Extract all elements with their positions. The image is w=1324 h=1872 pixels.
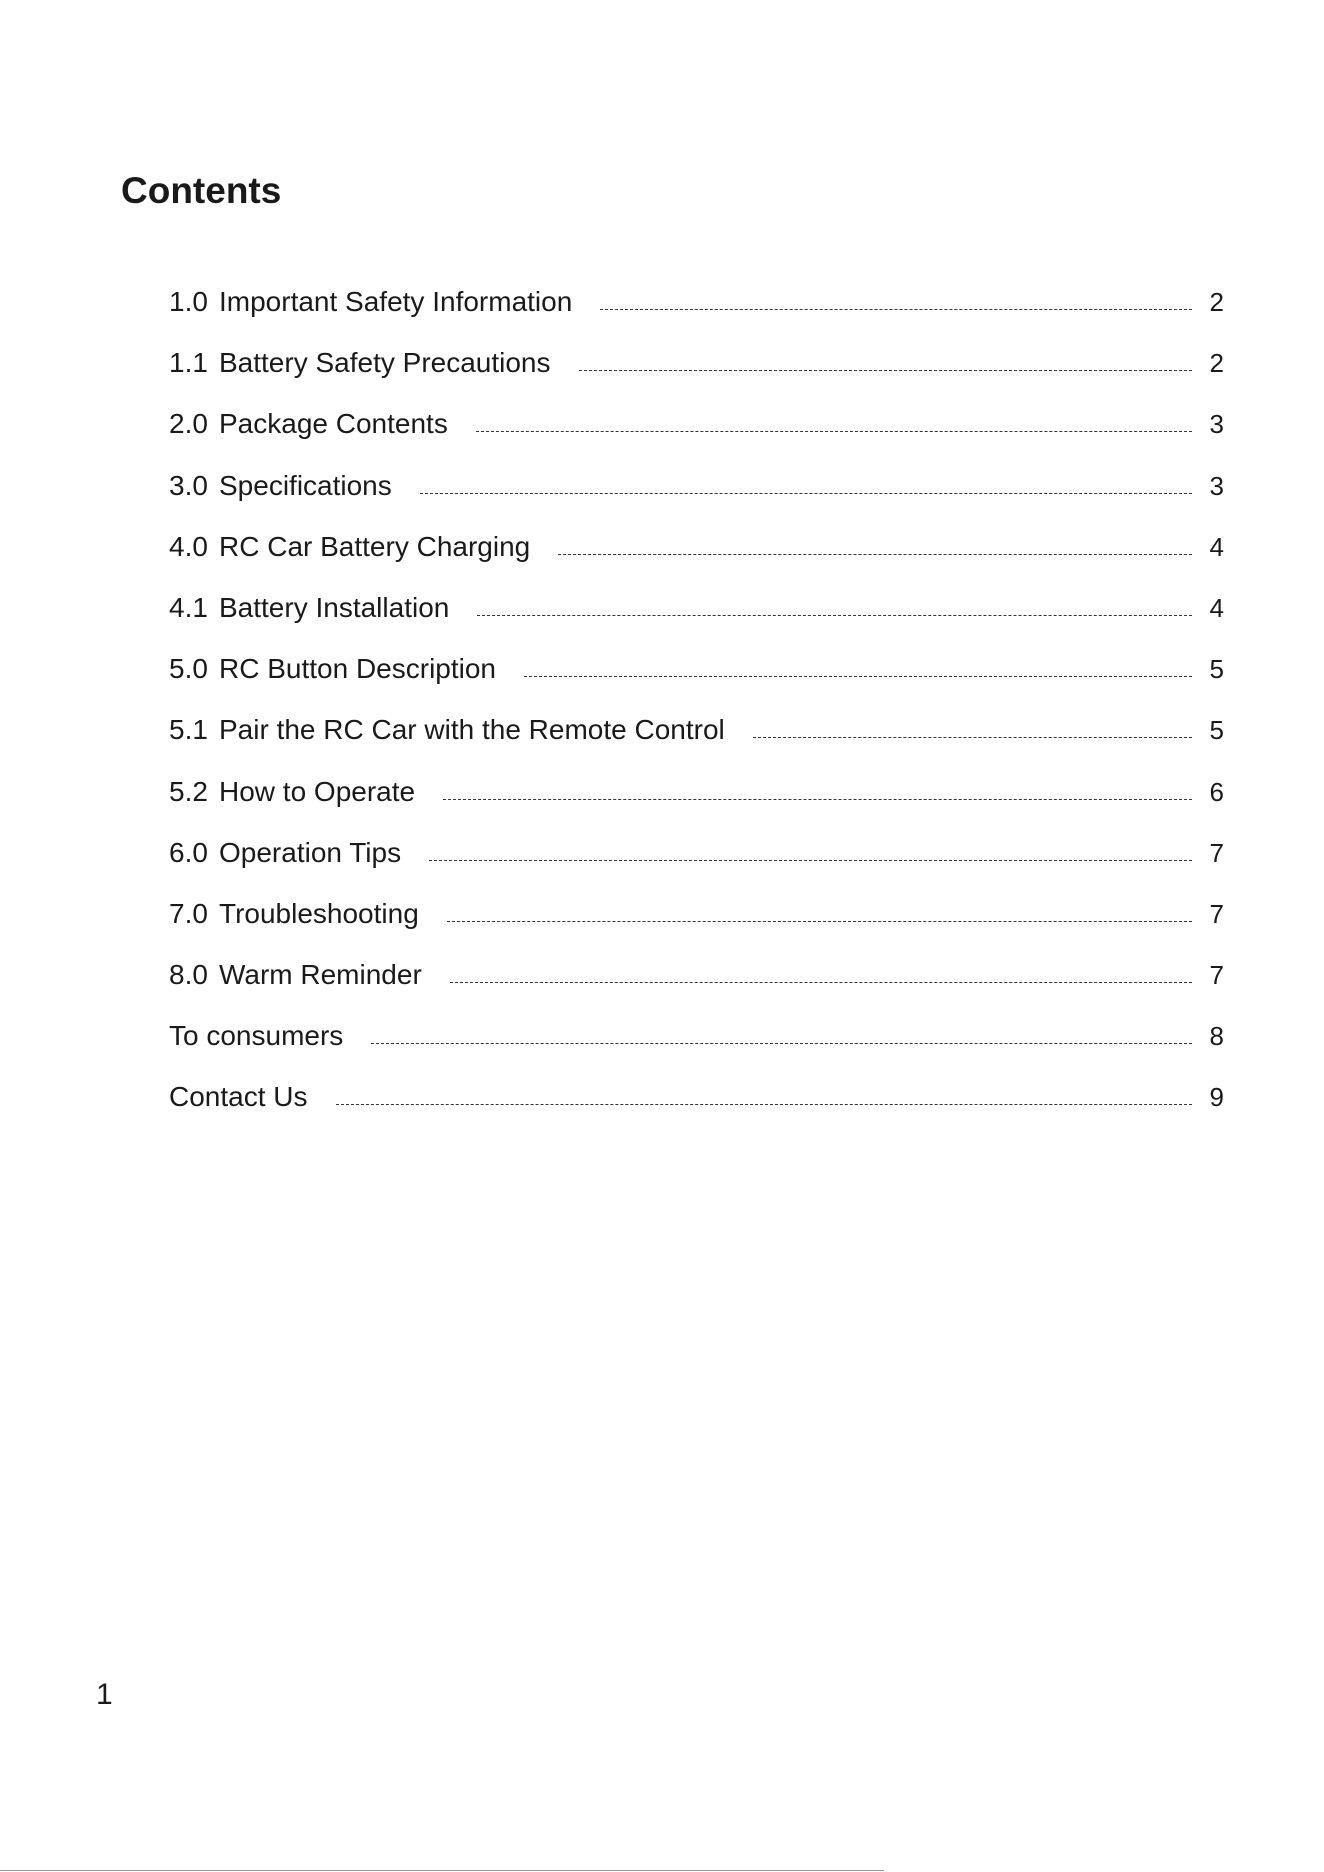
toc-entry-to-consumers[interactable] bbox=[169, 1022, 1224, 1083]
toc-entry-page[interactable]: 4 bbox=[1209, 592, 1224, 623]
toc-entry-number: 6.0 bbox=[169, 836, 208, 868]
toc-entry-page[interactable]: 8 bbox=[1209, 1021, 1224, 1052]
table-of-contents bbox=[169, 288, 1224, 1145]
toc-entry-title[interactable]: Warm Reminder bbox=[219, 959, 422, 991]
toc-entry-title[interactable]: Battery Safety Precautions bbox=[219, 347, 551, 379]
toc-entry-1-1[interactable] bbox=[169, 349, 1224, 410]
toc-entry-title[interactable]: Troubleshooting bbox=[219, 897, 419, 929]
toc-entry-title[interactable]: Contact Us bbox=[169, 1081, 308, 1113]
toc-entry-2-0[interactable] bbox=[169, 410, 1224, 471]
toc-dot-leader bbox=[447, 920, 1192, 922]
toc-entry-number: 1.1 bbox=[169, 347, 208, 379]
toc-entry-number: 1.0 bbox=[169, 286, 208, 317]
toc-entry-number: 2.0 bbox=[169, 408, 208, 440]
toc-entry-title[interactable]: Battery Installation bbox=[219, 591, 450, 623]
toc-entry-contact-us[interactable] bbox=[169, 1083, 1224, 1144]
toc-entry-4-1[interactable] bbox=[169, 591, 1224, 655]
toc-entry-page[interactable]: 7 bbox=[1209, 960, 1224, 991]
toc-entry-number: 5.1 bbox=[169, 714, 208, 746]
toc-dot-leader bbox=[420, 492, 1192, 494]
page-number: 1 bbox=[96, 1678, 113, 1711]
toc-dot-leader bbox=[558, 553, 1192, 555]
toc-entry-number: 4.0 bbox=[169, 530, 208, 562]
toc-entry-page[interactable]: 5 bbox=[1209, 654, 1224, 685]
toc-dot-leader bbox=[336, 1103, 1193, 1105]
toc-entry-page[interactable]: 2 bbox=[1209, 348, 1224, 379]
toc-entry-title[interactable]: Package Contents bbox=[219, 408, 448, 440]
toc-dot-leader bbox=[450, 981, 1192, 983]
toc-entry-number: 5.0 bbox=[169, 653, 208, 685]
toc-entry-title[interactable]: RC Button Description bbox=[219, 653, 497, 685]
toc-entry-title[interactable]: Important Safety Information bbox=[219, 286, 573, 317]
toc-entry-number: 3.0 bbox=[169, 469, 208, 501]
toc-entry-1-0[interactable] bbox=[169, 288, 1224, 349]
toc-entry-page[interactable]: 3 bbox=[1209, 470, 1224, 501]
toc-entry-5-2[interactable] bbox=[169, 775, 1224, 839]
toc-entry-page[interactable]: 5 bbox=[1209, 715, 1224, 746]
toc-dot-leader bbox=[477, 614, 1192, 616]
toc-entry-page[interactable]: 2 bbox=[1209, 287, 1224, 317]
toc-entry-6-0[interactable] bbox=[169, 836, 1224, 900]
toc-entry-page[interactable]: 7 bbox=[1209, 837, 1224, 868]
toc-entry-4-0[interactable] bbox=[169, 530, 1224, 594]
toc-entry-page[interactable]: 6 bbox=[1209, 776, 1224, 807]
toc-entry-number: 4.1 bbox=[169, 591, 208, 623]
toc-dot-leader bbox=[524, 675, 1192, 677]
page-title: Contents bbox=[121, 170, 282, 211]
toc-dot-leader bbox=[579, 369, 1192, 371]
toc-entry-7-0[interactable] bbox=[169, 897, 1224, 961]
toc-dot-leader bbox=[429, 859, 1192, 861]
bottom-divider bbox=[0, 1870, 884, 1871]
toc-entry-title[interactable]: RC Car Battery Charging bbox=[219, 530, 531, 562]
toc-entry-8-0[interactable] bbox=[169, 961, 1224, 1022]
toc-entry-title[interactable]: Pair the RC Car with the Remote Control bbox=[219, 714, 725, 746]
toc-entry-title[interactable]: How to Operate bbox=[219, 775, 416, 807]
toc-entry-title[interactable]: Operation Tips bbox=[219, 836, 402, 868]
toc-entry-page[interactable]: 3 bbox=[1209, 409, 1224, 440]
toc-entry-5-0[interactable] bbox=[169, 655, 1224, 716]
toc-entry-number: 5.2 bbox=[169, 775, 208, 807]
toc-entry-page[interactable]: 4 bbox=[1209, 531, 1224, 562]
toc-dot-leader bbox=[600, 308, 1192, 310]
toc-entry-number: 7.0 bbox=[169, 897, 208, 929]
toc-entry-5-1[interactable] bbox=[169, 716, 1224, 777]
toc-entry-page[interactable]: 7 bbox=[1209, 898, 1224, 929]
toc-entry-3-0[interactable] bbox=[169, 469, 1224, 533]
toc-entry-title[interactable]: To consumers bbox=[169, 1020, 344, 1052]
toc-entry-number: 8.0 bbox=[169, 959, 208, 991]
toc-dot-leader bbox=[753, 736, 1192, 738]
toc-entry-page[interactable]: 9 bbox=[1209, 1082, 1224, 1113]
toc-dot-leader bbox=[443, 798, 1192, 800]
toc-entry-title[interactable]: Specifications bbox=[219, 469, 392, 501]
toc-dot-leader bbox=[476, 430, 1192, 432]
toc-dot-leader bbox=[371, 1042, 1192, 1044]
